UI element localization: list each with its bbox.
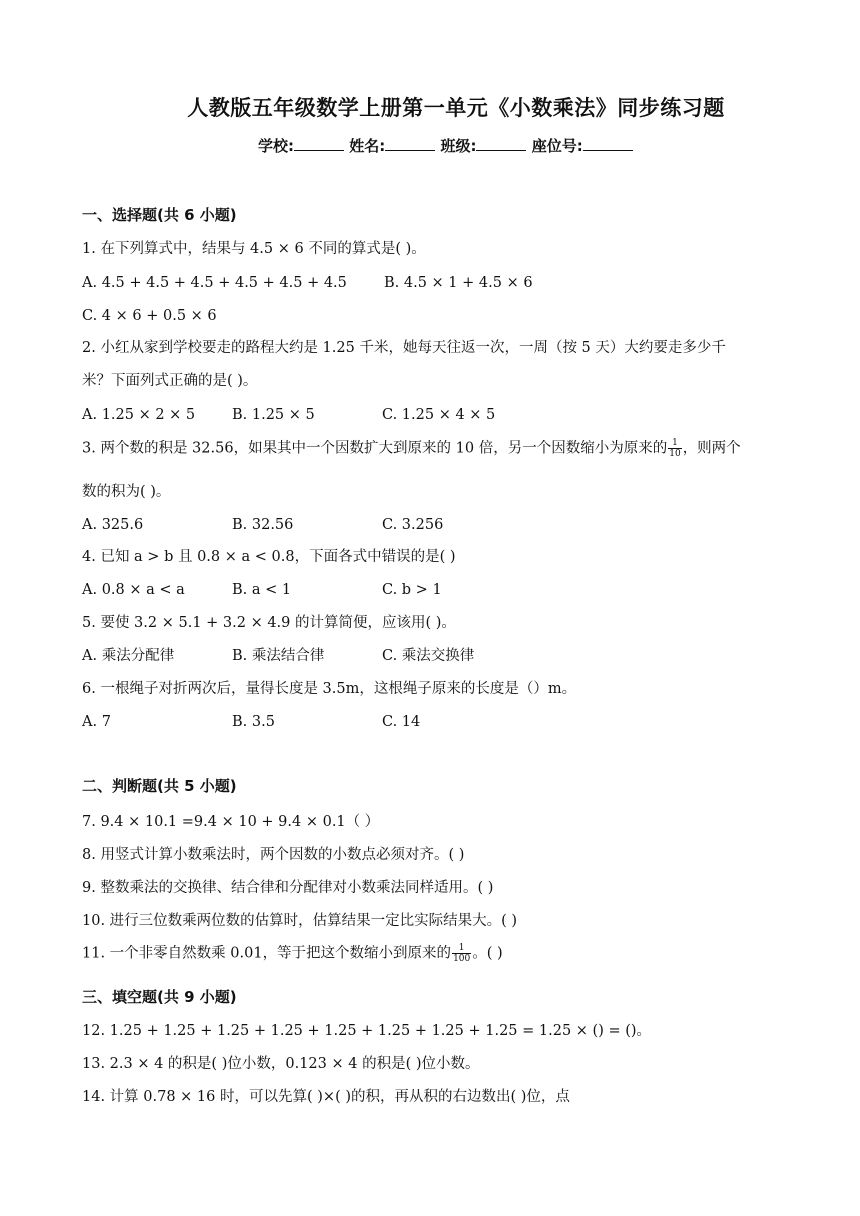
q2-option-c[interactable]: C. 1.25 × 4 × 5 (382, 407, 496, 423)
class-label: 班级: (440, 137, 477, 155)
q2-option-a[interactable]: A. 1.25 × 2 × 5 (82, 407, 196, 423)
q5-option-a[interactable]: A. 乘法分配律 (82, 648, 175, 664)
school-blank[interactable] (294, 136, 344, 151)
q6-option-c[interactable]: C. 14 (382, 714, 421, 730)
seat-label: 座位号: (531, 137, 583, 155)
q4-option-c[interactable]: C. b > 1 (382, 582, 442, 598)
section-heading-judgement: 二、判断题(共 5 小题) (82, 777, 237, 795)
q4-option-a[interactable]: A. 0.8 × a < a (82, 582, 185, 598)
question-11 (82, 943, 503, 964)
question-12: 12. 1.25 + 1.25 + 1.25 + 1.25 + 1.25 + 1.25 + 1.25 + 1.25 = 1.25 × () = ()。 (82, 1023, 652, 1039)
question-2-line-1: 2. 小红从家到学校要走的路程大约是 1.25 千米，她每天往返一次，一周（按 5 天）大约要走多少千 (82, 340, 726, 356)
seat-blank[interactable] (583, 136, 633, 151)
q3-fraction: $\frac{1}{10}$ (669, 438, 681, 459)
question-6: 6. 一根绳子对折两次后，量得长度是 3.5m，这根绳子原来的长度是（）m。 (82, 681, 577, 697)
question-7: 7. 9.4 × 10.1 =9.4 × 10 + 9.4 × 0.1（ ） (82, 814, 380, 830)
q11-text: 11. 一个非零自然数乘 0.01，等于把这个数缩小到原来的 (82, 945, 452, 962)
q3-option-a[interactable]: A. 325.6 (82, 517, 144, 533)
q2-option-b[interactable]: B. 1.25 × 5 (232, 407, 315, 423)
q1-option-a[interactable]: A. 4.5 + 4.5 + 4.5 + 4.5 + 4.5 + 4.5 (82, 275, 347, 291)
question-2-line-2: 米？下面列式正确的是( )。 (82, 373, 258, 389)
section-heading-choice: 一、选择题(共 6 小题) (82, 206, 237, 224)
question-13: 13. 2.3 × 4 的积是( )位小数，0.123 × 4 的积是( )位小数。 (82, 1056, 480, 1072)
question-3-line-2: 数的积为( )。 (82, 484, 171, 500)
question-1: 1. 在下列算式中，结果与 4.5 × 6 不同的算式是( )。 (82, 241, 426, 257)
question-4: 4. 已知 a > b 且 0.8 × a < 0.8，下面各式中错误的是( ) (82, 549, 456, 565)
q3-option-b[interactable]: B. 32.56 (232, 517, 294, 533)
school-label: 学校: (258, 137, 294, 155)
class-blank[interactable] (476, 136, 526, 151)
q3-text: 3. 两个数的积是 32.56，如果其中一个因数扩大到原来的 10 倍，另一个因数缩小为原来的 (82, 440, 668, 457)
q4-option-b[interactable]: B. a < 1 (232, 582, 292, 598)
question-9: 9. 整数乘法的交换律、结合律和分配律对小数乘法同样适用。( ) (82, 880, 494, 896)
page-title: 人教版五年级数学上册第一单元《小数乘法》同步练习题 (187, 96, 725, 120)
q6-option-a[interactable]: A. 7 (82, 714, 111, 730)
question-10: 10. 进行三位数乘两位数的估算时，估算结果一定比实际结果大。( ) (82, 913, 518, 929)
section-heading-fill-blank: 三、填空题(共 9 小题) (82, 988, 237, 1006)
q5-option-b[interactable]: B. 乘法结合律 (232, 648, 325, 664)
q1-option-b[interactable]: B. 4.5 × 1 + 4.5 × 6 (384, 275, 533, 291)
question-3-line-1 (82, 438, 741, 459)
name-label: 姓名: (349, 137, 386, 155)
question-14: 14. 计算 0.78 × 16 时，可以先算( )×( )的积，再从积的右边数出( )位，点 (82, 1089, 570, 1105)
question-5: 5. 要使 3.2 × 5.1 + 3.2 × 4.9 的计算简便，应该用( )。 (82, 615, 456, 631)
q1-option-c[interactable]: C. 4 × 6 + 0.5 × 6 (82, 308, 217, 324)
q3-text-tail: ，则两个 (682, 440, 741, 457)
q5-option-c[interactable]: C. 乘法交换律 (382, 648, 475, 664)
q3-option-c[interactable]: C. 3.256 (382, 517, 444, 533)
q11-text-tail: 。( ) (472, 945, 503, 962)
name-blank[interactable] (385, 136, 435, 151)
student-info-line (258, 135, 633, 156)
q6-option-b[interactable]: B. 3.5 (232, 714, 275, 730)
q11-fraction: $\frac{1}{100}$ (453, 943, 471, 964)
question-8: 8. 用竖式计算小数乘法时，两个因数的小数点必须对齐。( ) (82, 847, 465, 863)
